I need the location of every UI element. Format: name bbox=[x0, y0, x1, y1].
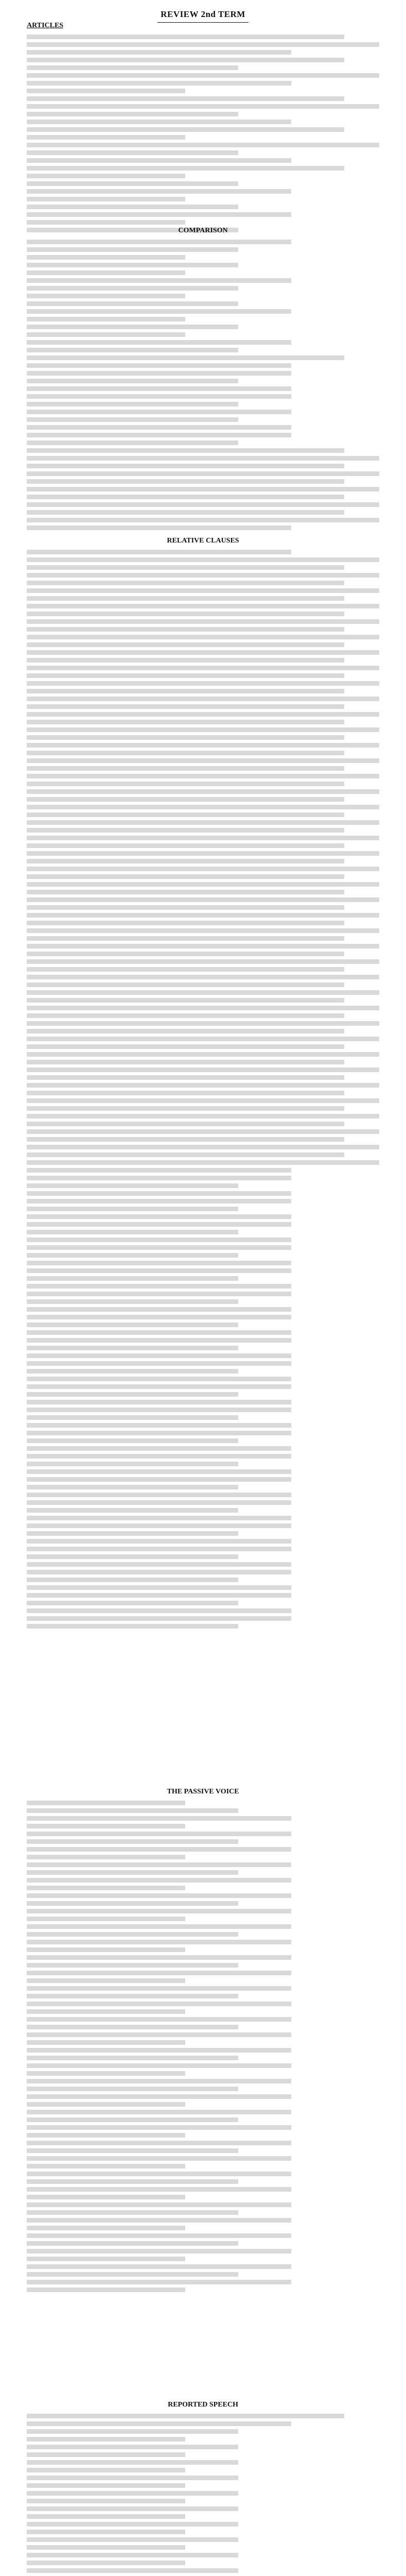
section-comparison bbox=[27, 227, 379, 532]
section-body-reported-speech bbox=[27, 2412, 379, 2576]
section-body-passive-voice bbox=[27, 1799, 379, 2294]
section-relative-clauses bbox=[27, 537, 379, 1630]
section-passive-voice bbox=[27, 1788, 379, 2294]
section-body-comparison bbox=[27, 238, 379, 532]
title-row bbox=[27, 9, 379, 23]
section-articles bbox=[27, 22, 379, 234]
section-heading-comparison: COMPARISON bbox=[178, 227, 228, 234]
page-title: REVIEW 2nd TERM bbox=[157, 9, 249, 23]
section-body-articles bbox=[27, 33, 379, 234]
section-heading-articles: ARTICLES bbox=[27, 22, 64, 29]
section-heading-reported-speech: REPORTED SPEECH bbox=[168, 2401, 238, 2409]
section-heading-relative-clauses: RELATIVE CLAUSES bbox=[167, 537, 239, 545]
section-heading-passive-voice: THE PASSIVE VOICE bbox=[167, 1788, 239, 1795]
section-body-relative-clauses bbox=[27, 548, 379, 1630]
section-reported-speech bbox=[27, 2401, 379, 2576]
